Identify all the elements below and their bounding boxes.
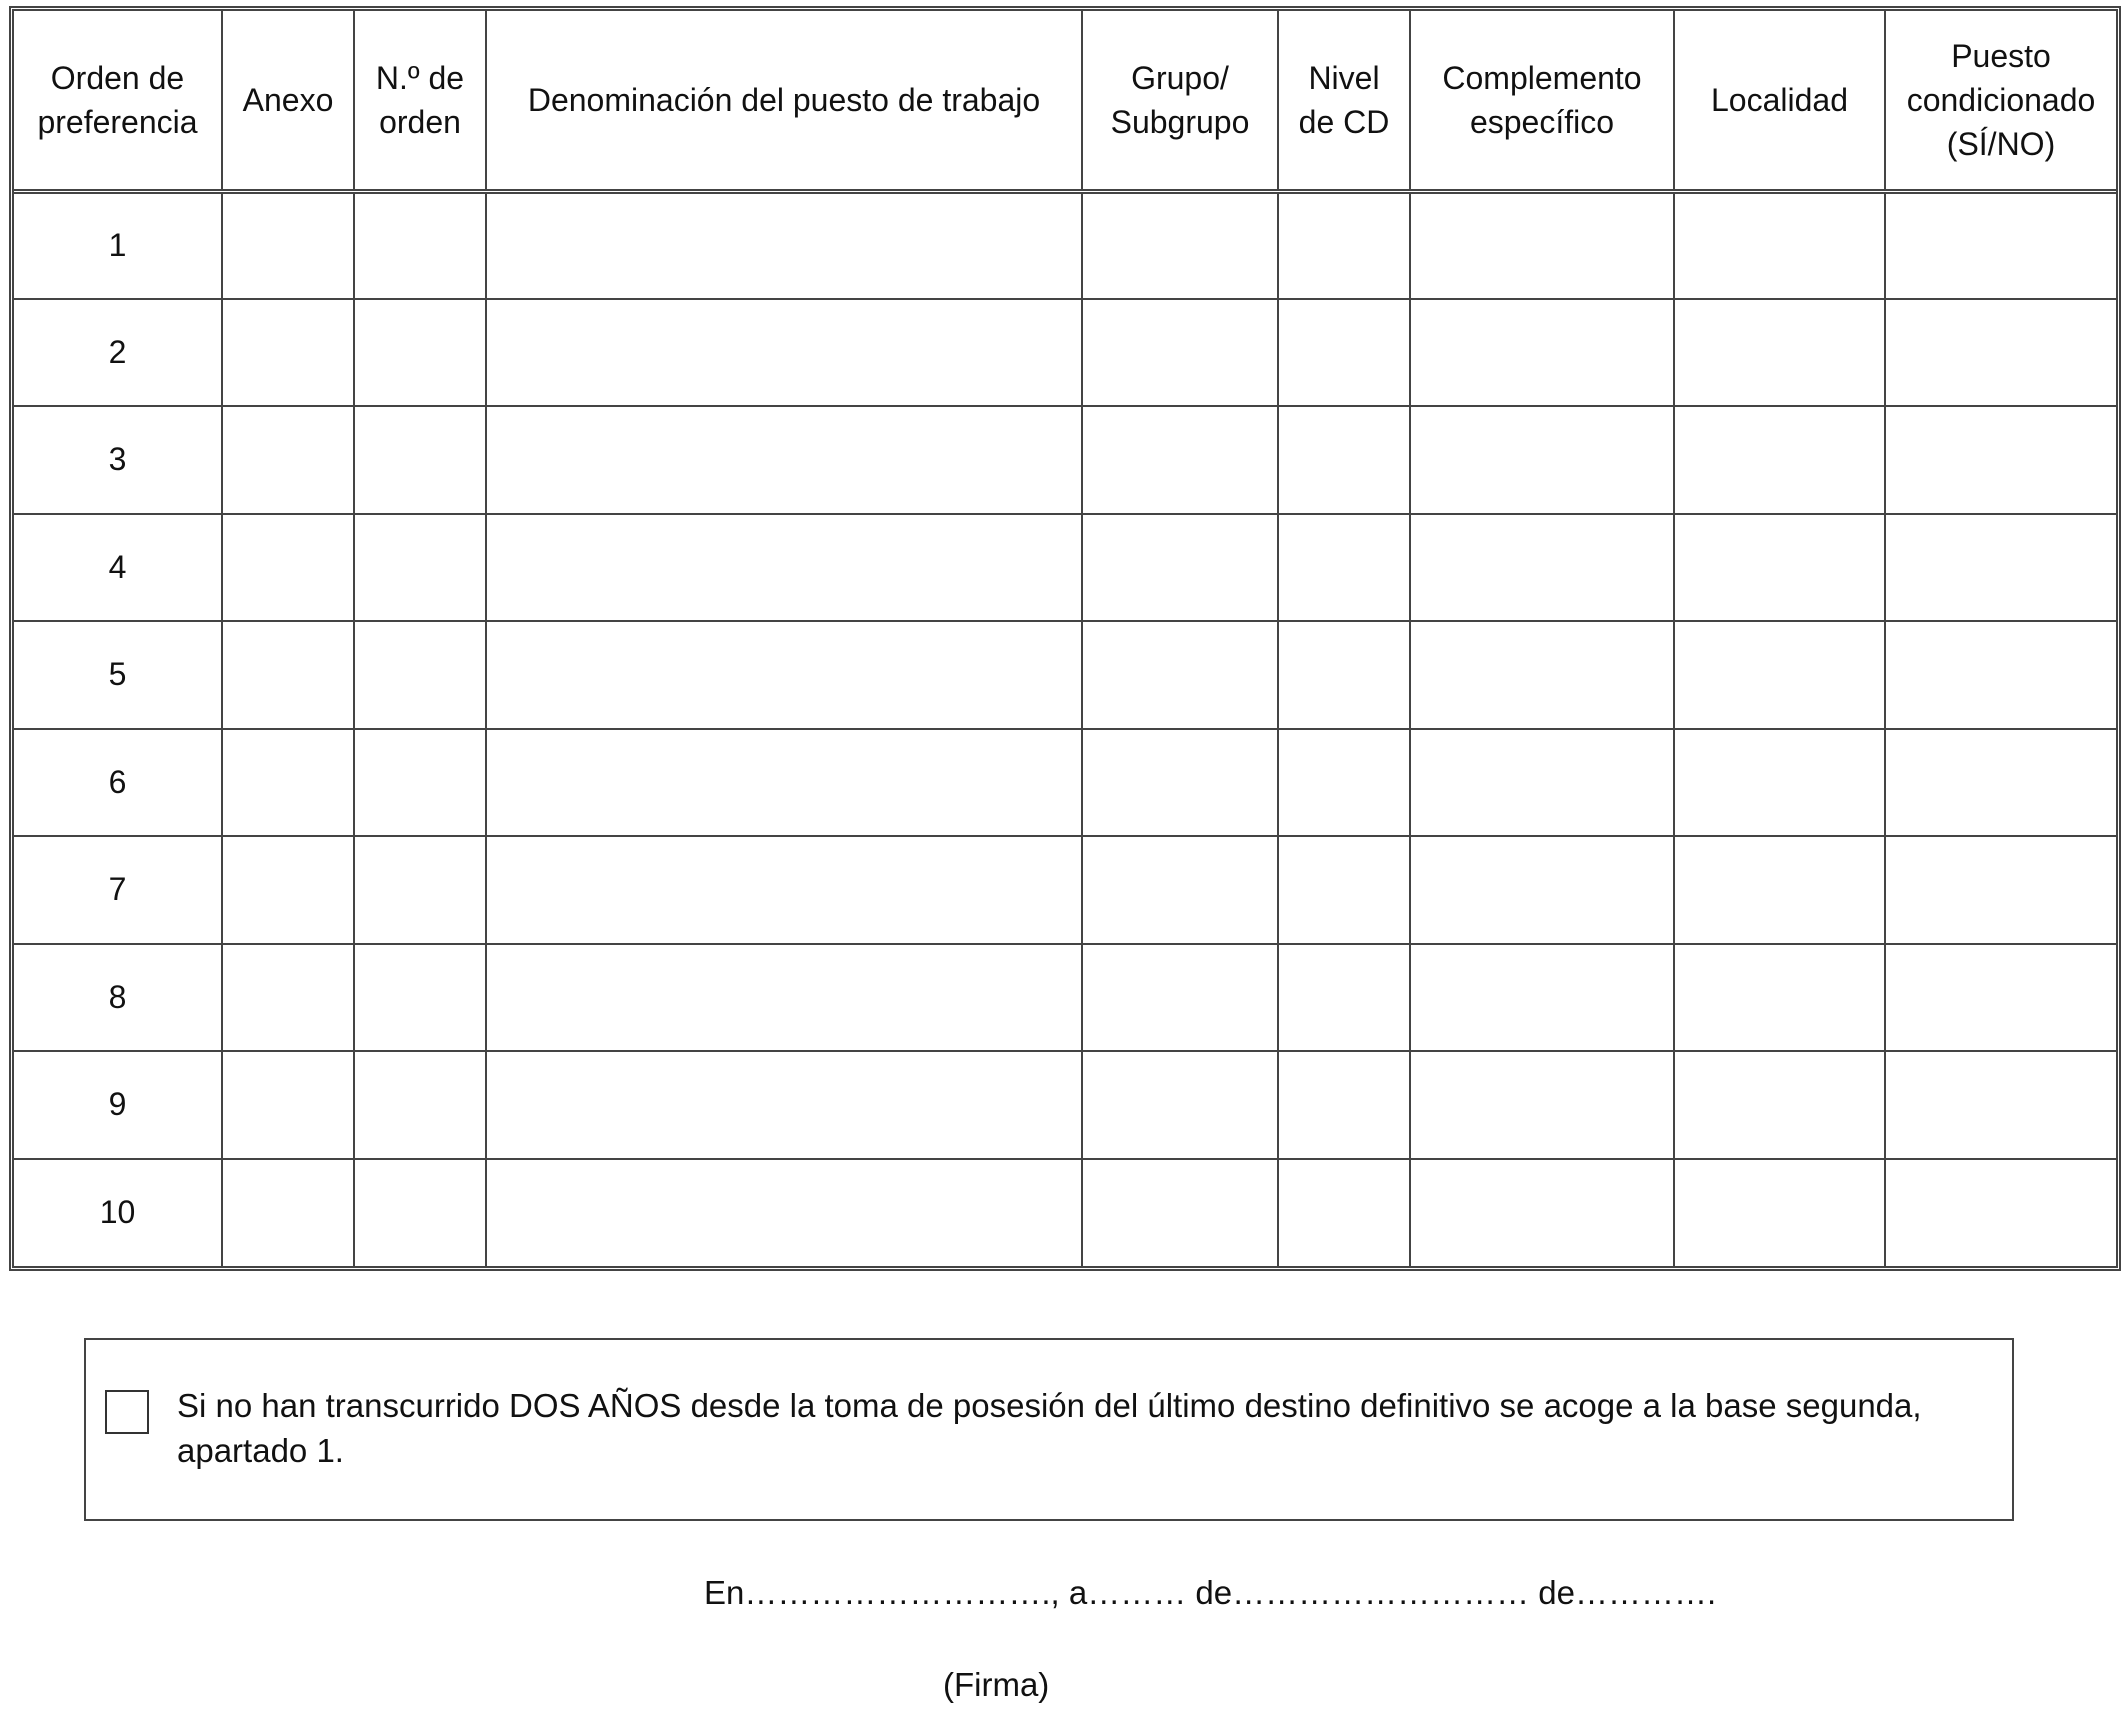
cell-complemento-especifico[interactable] <box>1410 836 1674 944</box>
header-denominacion-puesto: Denominación del puesto de trabajo <box>486 11 1082 191</box>
cell-puesto-condicionado[interactable] <box>1885 836 2116 944</box>
cell-numero-orden[interactable] <box>354 836 486 944</box>
cell-complemento-especifico[interactable] <box>1410 621 1674 729</box>
cell-nivel-cd[interactable] <box>1278 836 1410 944</box>
cell-grupo-subgrupo[interactable] <box>1082 729 1278 837</box>
row-number: 3 <box>14 406 222 514</box>
cell-complemento-especifico[interactable] <box>1410 1159 1674 1267</box>
cell-numero-orden[interactable] <box>354 514 486 622</box>
cell-localidad[interactable] <box>1674 836 1885 944</box>
cell-numero-orden[interactable] <box>354 191 486 299</box>
cell-nivel-cd[interactable] <box>1278 1051 1410 1159</box>
cell-denominacion[interactable] <box>486 514 1082 622</box>
cell-denominacion[interactable] <box>486 944 1082 1052</box>
row-number: 6 <box>14 729 222 837</box>
cell-complemento-especifico[interactable] <box>1410 514 1674 622</box>
signature-label: (Firma) <box>943 1666 1050 1703</box>
cell-localidad[interactable] <box>1674 621 1885 729</box>
cell-grupo-subgrupo[interactable] <box>1082 191 1278 299</box>
cell-numero-orden[interactable] <box>354 1051 486 1159</box>
cell-puesto-condicionado[interactable] <box>1885 621 2116 729</box>
cell-anexo[interactable] <box>222 1051 354 1159</box>
table-row <box>14 191 2116 299</box>
cell-denominacion[interactable] <box>486 406 1082 514</box>
notice-box <box>84 1338 2014 1521</box>
cell-anexo[interactable] <box>222 514 354 622</box>
cell-nivel-cd[interactable] <box>1278 1159 1410 1267</box>
row-number: 4 <box>14 514 222 622</box>
header-anexo: Anexo <box>222 11 354 191</box>
cell-puesto-condicionado[interactable] <box>1885 944 2116 1052</box>
table-row <box>14 944 2116 1052</box>
table-row <box>14 1159 2116 1267</box>
preference-table <box>14 11 2116 1266</box>
header-puesto-condicionado: Puesto condicionado (SÍ/NO) <box>1885 11 2116 191</box>
cell-denominacion[interactable] <box>486 191 1082 299</box>
cell-nivel-cd[interactable] <box>1278 944 1410 1052</box>
cell-anexo[interactable] <box>222 1159 354 1267</box>
table-row <box>14 514 2116 622</box>
cell-numero-orden[interactable] <box>354 621 486 729</box>
row-number: 8 <box>14 944 222 1052</box>
cell-nivel-cd[interactable] <box>1278 299 1410 407</box>
cell-nivel-cd[interactable] <box>1278 191 1410 299</box>
cell-puesto-condicionado[interactable] <box>1885 514 2116 622</box>
cell-nivel-cd[interactable] <box>1278 514 1410 622</box>
row-number: 7 <box>14 836 222 944</box>
cell-complemento-especifico[interactable] <box>1410 729 1674 837</box>
header-complemento-especifico: Complemento específico <box>1410 11 1674 191</box>
cell-puesto-condicionado[interactable] <box>1885 191 2116 299</box>
cell-anexo[interactable] <box>222 729 354 837</box>
cell-nivel-cd[interactable] <box>1278 729 1410 837</box>
table-row <box>14 406 2116 514</box>
cell-localidad[interactable] <box>1674 299 1885 407</box>
cell-complemento-especifico[interactable] <box>1410 406 1674 514</box>
cell-numero-orden[interactable] <box>354 299 486 407</box>
cell-complemento-especifico[interactable] <box>1410 191 1674 299</box>
cell-puesto-condicionado[interactable] <box>1885 406 2116 514</box>
cell-numero-orden[interactable] <box>354 944 486 1052</box>
table-row <box>14 299 2116 407</box>
header-orden-preferencia: Orden de preferencia <box>14 11 222 191</box>
table-row <box>14 729 2116 837</box>
cell-localidad[interactable] <box>1674 1051 1885 1159</box>
cell-grupo-subgrupo[interactable] <box>1082 406 1278 514</box>
cell-anexo[interactable] <box>222 406 354 514</box>
row-number: 1 <box>14 191 222 299</box>
cell-nivel-cd[interactable] <box>1278 621 1410 729</box>
row-number: 9 <box>14 1051 222 1159</box>
cell-numero-orden[interactable] <box>354 729 486 837</box>
cell-grupo-subgrupo[interactable] <box>1082 514 1278 622</box>
cell-anexo[interactable] <box>222 836 354 944</box>
cell-grupo-subgrupo[interactable] <box>1082 621 1278 729</box>
cell-anexo[interactable] <box>222 621 354 729</box>
header-localidad: Localidad <box>1674 11 1885 191</box>
cell-puesto-condicionado[interactable] <box>1885 1051 2116 1159</box>
cell-anexo[interactable] <box>222 299 354 407</box>
table-row <box>14 836 2116 944</box>
cell-complemento-especifico[interactable] <box>1410 944 1674 1052</box>
cell-complemento-especifico[interactable] <box>1410 1051 1674 1159</box>
cell-denominacion[interactable] <box>486 836 1082 944</box>
cell-grupo-subgrupo[interactable] <box>1082 1051 1278 1159</box>
cell-denominacion[interactable] <box>486 299 1082 407</box>
cell-grupo-subgrupo[interactable] <box>1082 836 1278 944</box>
cell-localidad[interactable] <box>1674 729 1885 837</box>
dos-anos-checkbox[interactable] <box>105 1390 149 1434</box>
cell-denominacion[interactable] <box>486 1051 1082 1159</box>
cell-numero-orden[interactable] <box>354 1159 486 1267</box>
cell-grupo-subgrupo[interactable] <box>1082 1159 1278 1267</box>
cell-grupo-subgrupo[interactable] <box>1082 944 1278 1052</box>
row-number: 2 <box>14 299 222 407</box>
cell-denominacion[interactable] <box>486 1159 1082 1267</box>
cell-localidad[interactable] <box>1674 406 1885 514</box>
header-nivel-cd: Nivel de CD <box>1278 11 1410 191</box>
cell-denominacion[interactable] <box>486 621 1082 729</box>
notice-text: Si no han transcurrido DOS AÑOS desde la toma de posesión del último destino definitivo se acoge a la base segunda, apartado 1. <box>177 1387 1922 1469</box>
cell-puesto-condicionado[interactable] <box>1885 1159 2116 1267</box>
cell-grupo-subgrupo[interactable] <box>1082 299 1278 407</box>
cell-anexo[interactable] <box>222 944 354 1052</box>
cell-anexo[interactable] <box>222 191 354 299</box>
row-number: 5 <box>14 621 222 729</box>
preference-table-frame <box>9 6 2121 1271</box>
cell-puesto-condicionado[interactable] <box>1885 299 2116 407</box>
header-grupo-subgrupo: Grupo/ Subgrupo <box>1082 11 1278 191</box>
header-numero-orden: N.º de orden <box>354 11 486 191</box>
cell-localidad[interactable] <box>1674 944 1885 1052</box>
cell-localidad[interactable] <box>1674 191 1885 299</box>
cell-complemento-especifico[interactable] <box>1410 299 1674 407</box>
cell-puesto-condicionado[interactable] <box>1885 729 2116 837</box>
date-place-line: En………………………., a……… de……………………… de…………. <box>704 1574 1717 1611</box>
cell-localidad[interactable] <box>1674 514 1885 622</box>
table-row <box>14 621 2116 729</box>
cell-denominacion[interactable] <box>486 729 1082 837</box>
cell-nivel-cd[interactable] <box>1278 406 1410 514</box>
cell-numero-orden[interactable] <box>354 406 486 514</box>
table-header-row <box>14 11 2116 191</box>
table-row <box>14 1051 2116 1159</box>
row-number: 10 <box>14 1159 222 1267</box>
cell-localidad[interactable] <box>1674 1159 1885 1267</box>
